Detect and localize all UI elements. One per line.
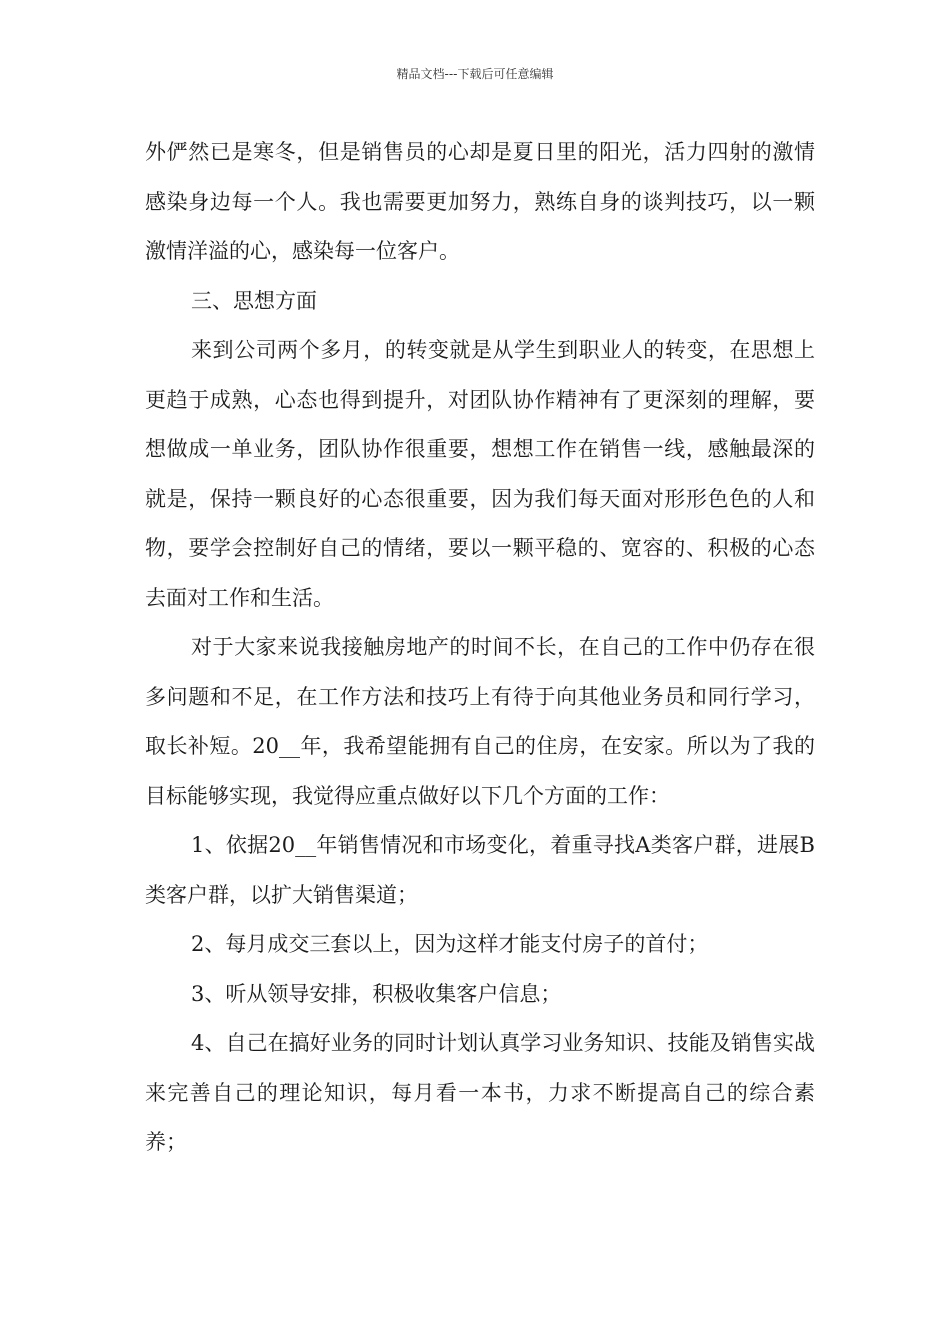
section-heading-thought: 三、思想方面 <box>191 288 317 313</box>
list-item-3: 3、听从领导安排，积极收集客户信息； <box>191 981 562 1006</box>
list-item-4: 4、自己在搞好业务的同时计划认真学习业务知识、技能及销售实战来完善自己的理论知识，每月看一本书，力求不断提高自己的综合素养； <box>145 1031 815 1154</box>
list-item-2: 2、每月成交三套以上，因为这样才能支付房子的首付； <box>191 932 709 956</box>
paragraph-continuation: 外俨然已是寒冬，但是销售员的心却是夏日里的阳光，活力四射的激情感染身边每一个人。我也需要更加努力，熟练自身的谈判技巧，以一颗激情洋溢的心，感染每一位客户。 <box>145 140 815 263</box>
list-item-1: 1、依据20__年销售情况和市场变化，着重寻找A类客户群，进展B类客户群，以扩大销售渠道； <box>145 833 815 907</box>
paragraph-thought: 来到公司两个多月，的转变就是从学生到职业人的转变，在思想上更趋于成熟，心态也得到提升，对团队协作精神有了更深刻的理解，要想做成一单业务，团队协作很重要，想想工作在销售一线，感触最深的就是，保持一颗良好的心态很重要，因为我们每天面对形形色色的人和物，要学会控制好自己的情绪，要以一颗平稳的、宽容的、积极的心态去面对工作和生活。 <box>145 338 815 610</box>
document-body <box>145 128 815 1168</box>
page-header: 精品文档---下载后可任意编辑 <box>396 67 554 81</box>
paragraph-plan-intro: 对于大家来说我接触房地产的时间不长，在自己的工作中仍存在很多问题和不足，在工作方法和技巧上有待于向其他业务员和同行学习，取长补短。20__年，我希望能拥有自己的住房，在安家。所以为了我的目标能够实现，我觉得应重点做好以下几个方面的工作： <box>145 635 815 808</box>
